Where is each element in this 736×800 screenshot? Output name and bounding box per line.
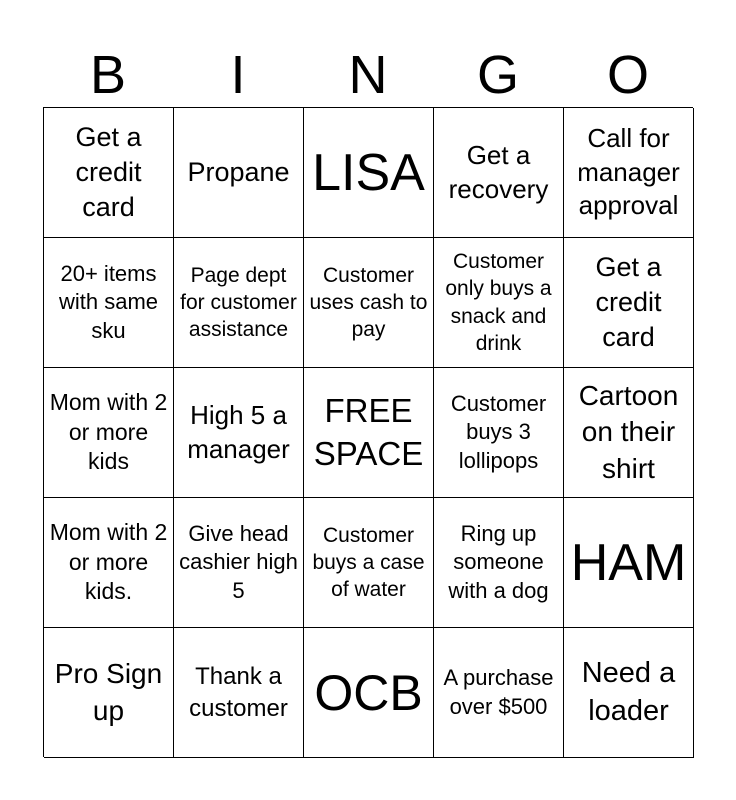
bingo-cell-text: OCB xyxy=(314,664,423,721)
bingo-cell[interactable] xyxy=(564,628,694,758)
bingo-cell[interactable] xyxy=(434,368,564,498)
bingo-cell[interactable] xyxy=(174,628,304,758)
bingo-header xyxy=(43,44,693,106)
bingo-cell[interactable] xyxy=(434,108,564,238)
bingo-cell-text: FREE SPACE xyxy=(313,391,424,472)
bingo-cell-text: Cartoon on their shirt xyxy=(578,379,679,484)
bingo-cell[interactable] xyxy=(304,498,434,628)
bingo-cell[interactable] xyxy=(44,498,174,628)
bingo-cell-text: Ring up someone with a dog xyxy=(448,520,549,603)
bingo-cell-text: Get a credit card xyxy=(75,121,142,223)
bingo-cell-text: Thank a customer xyxy=(189,663,288,722)
bingo-cell[interactable] xyxy=(564,498,694,628)
bingo-cell-text: Need a loader xyxy=(581,656,676,727)
header-letter-i: I xyxy=(230,45,246,105)
bingo-cell-text: 20+ items with same sku xyxy=(58,260,159,343)
bingo-cell[interactable] xyxy=(434,498,564,628)
bingo-cell[interactable] xyxy=(564,108,694,238)
bingo-cell-text: Customer uses cash to pay xyxy=(309,263,428,342)
bingo-cell-text: Get a credit card xyxy=(595,251,662,353)
bingo-cell[interactable] xyxy=(174,108,304,238)
bingo-cell[interactable] xyxy=(44,238,174,368)
bingo-cell[interactable] xyxy=(174,238,304,368)
header-letter-o: O xyxy=(606,45,649,105)
header-letter-g: G xyxy=(476,45,519,105)
bingo-cell-text: LISA xyxy=(312,143,425,202)
bingo-cell-text: Call for manager approval xyxy=(577,122,680,221)
bingo-cell[interactable] xyxy=(434,238,564,368)
bingo-cell[interactable] xyxy=(44,368,174,498)
bingo-cell-text: Page dept for customer assistance xyxy=(180,263,297,342)
bingo-cell-text: Customer only buys a snack and drink xyxy=(445,249,552,355)
bingo-cell-text: Mom with 2 or more kids. xyxy=(49,518,168,605)
bingo-cell-text: Pro Sign up xyxy=(54,658,163,726)
bingo-cell[interactable] xyxy=(304,238,434,368)
bingo-cell[interactable] xyxy=(44,108,174,238)
bingo-cell[interactable] xyxy=(564,368,694,498)
bingo-cell-text: High 5 a manager xyxy=(187,399,290,464)
bingo-cell[interactable] xyxy=(174,368,304,498)
bingo-cell[interactable] xyxy=(304,108,434,238)
bingo-cell-text: Customer buys a case of water xyxy=(312,523,425,602)
bingo-cell[interactable] xyxy=(44,628,174,758)
header-letter-n: N xyxy=(348,45,388,105)
bingo-cell[interactable] xyxy=(174,498,304,628)
bingo-board xyxy=(43,107,693,757)
bingo-cell[interactable] xyxy=(304,368,434,498)
bingo-cell-text: Propane xyxy=(187,156,290,187)
bingo-cell[interactable] xyxy=(564,238,694,368)
header-letter-b: B xyxy=(89,45,127,105)
bingo-cell-text: A purchase over $500 xyxy=(443,664,554,719)
bingo-cell-text: Get a recovery xyxy=(448,139,549,204)
bingo-cell[interactable] xyxy=(304,628,434,758)
bingo-cell-text: Mom with 2 or more kids xyxy=(49,388,168,475)
bingo-cell-text: Customer buys 3 lollipops xyxy=(450,390,547,473)
bingo-cell-text: Give head cashier high 5 xyxy=(179,520,298,603)
bingo-cell[interactable] xyxy=(434,628,564,758)
bingo-cell-text: HAM xyxy=(570,533,687,592)
